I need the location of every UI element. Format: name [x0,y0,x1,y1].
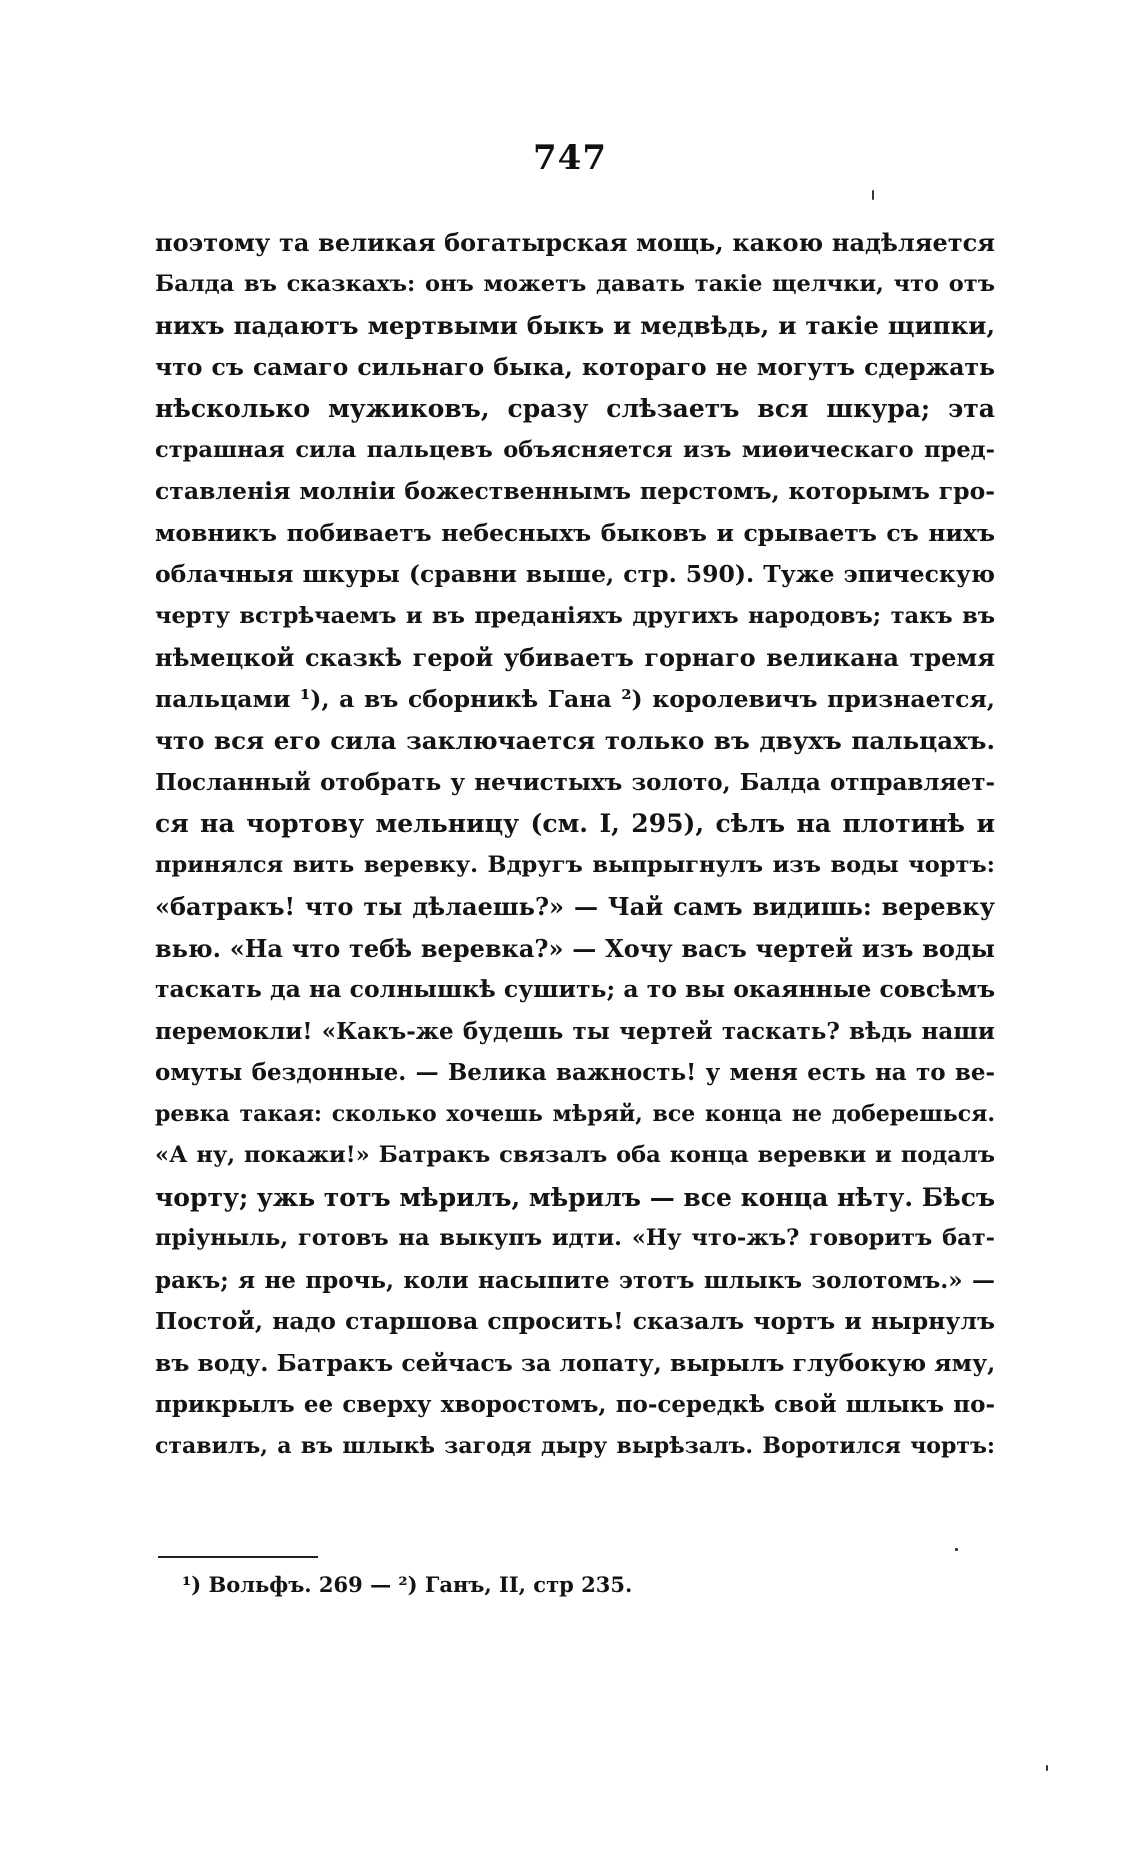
footnote-rule [158,1556,318,1558]
text-line: мовникъ побиваетъ небесныхъ быковъ и срываетъ съ нихъ [155,518,995,547]
text-line: въ воду. Батракъ сейчасъ за лопату, вырылъ глубокую яму, [155,1348,996,1377]
page-number: 747 [533,138,607,178]
text-line: Постой, надо старшова спросить! сказалъ чортъ и нырнулъ [155,1307,995,1335]
text-line: Балда въ сказкахъ: онъ можетъ давать такіе щелчки, что отъ [155,270,995,297]
scan-speck [872,190,874,200]
text-line: пальцами ¹), а въ сборникѣ Гана ²) королевичъ признается, [155,684,995,713]
text-line: нѣмецкой сказкѣ герой убиваетъ горнаго великана тремя [155,643,995,672]
text-line: поэтому та великая богатырская мощь, какою надѣляется [155,228,995,257]
text-line: принялся вить веревку. Вдругъ выпрыгнулъ изъ воды чортъ: [155,851,995,878]
text-line: «А ну, покажи!» Батракъ связалъ оба конца веревки и подалъ [155,1142,995,1168]
text-line: вью. «На что тебѣ веревка?» — Хочу васъ чертей изъ воды [155,933,995,963]
text-line: ракъ; я не прочь, коли насыпите этотъ шлыкъ золотомъ.» — [155,1266,995,1294]
text-line: что вся его сила заключается только въ двухъ пальцахъ. [155,726,995,755]
scan-speck [955,1548,958,1551]
text-line: перемокли! «Какъ-же будешь ты чертей таскать? вѣдь наши [155,1017,995,1045]
scan-speck [1046,1765,1048,1771]
text-line: ся на чортову мельницу (см. I, 295), сѣлъ на плотинѣ и [155,809,995,838]
text-line: пріуныль, готовъ на выкупъ идти. «Ну что-жъ? говоритъ бат- [155,1225,995,1251]
text-line: Посланный отобрать у нечистыхъ золото, Балда отправляет- [155,768,995,796]
text-line: таскать да на солнышкѣ сушить; а то вы окаянные совсѣмъ [155,975,996,1003]
text-line: черту встрѣчаемъ и въ преданіяхъ другихъ народовъ; такъ въ [155,602,995,629]
text-line: прикрылъ ее сверху хворостомъ, по-середкѣ свой шлыкъ по- [155,1391,995,1418]
footnote: ¹) Вольфъ. 269 — ²) Ганъ, II, стр 235. [182,1572,633,1597]
text-line: нѣсколько мужиковъ, сразу слѣзаетъ вся шкура; эта [155,394,995,423]
text-line: «батракъ! что ты дѣлаешь?» — Чай самъ видишь: веревку [155,892,995,921]
body-text [155,222,995,1467]
text-line: чорту; ужь тотъ мѣрилъ, мѣрилъ — все конца нѣту. Бѣсъ [155,1182,996,1212]
text-line: омуты бездонные. — Велика важность! у меня есть на то ве- [155,1059,995,1086]
text-line: нихъ падаютъ мертвыми быкъ и медвѣдь, и такіе щипки, [155,311,995,340]
text-line: ставленія молніи божественнымъ перстомъ, которымъ гро- [155,477,995,505]
text-line: ревка такая: сколько хочешь мѣряй, все конца не доберешься. [155,1100,995,1127]
text-line: что съ самаго сильнаго быка, котораго не могутъ сдержать [155,352,995,381]
text-line: облачныя шкуры (сравни выше, стр. 590). Туже эпическую [155,560,995,588]
text-line: страшная сила пальцевъ объясняется изъ миѳическаго пред- [155,436,995,463]
text-line: ставилъ, а въ шлыкѣ загодя дыру вырѣзалъ. Воротился чортъ: [155,1432,995,1459]
